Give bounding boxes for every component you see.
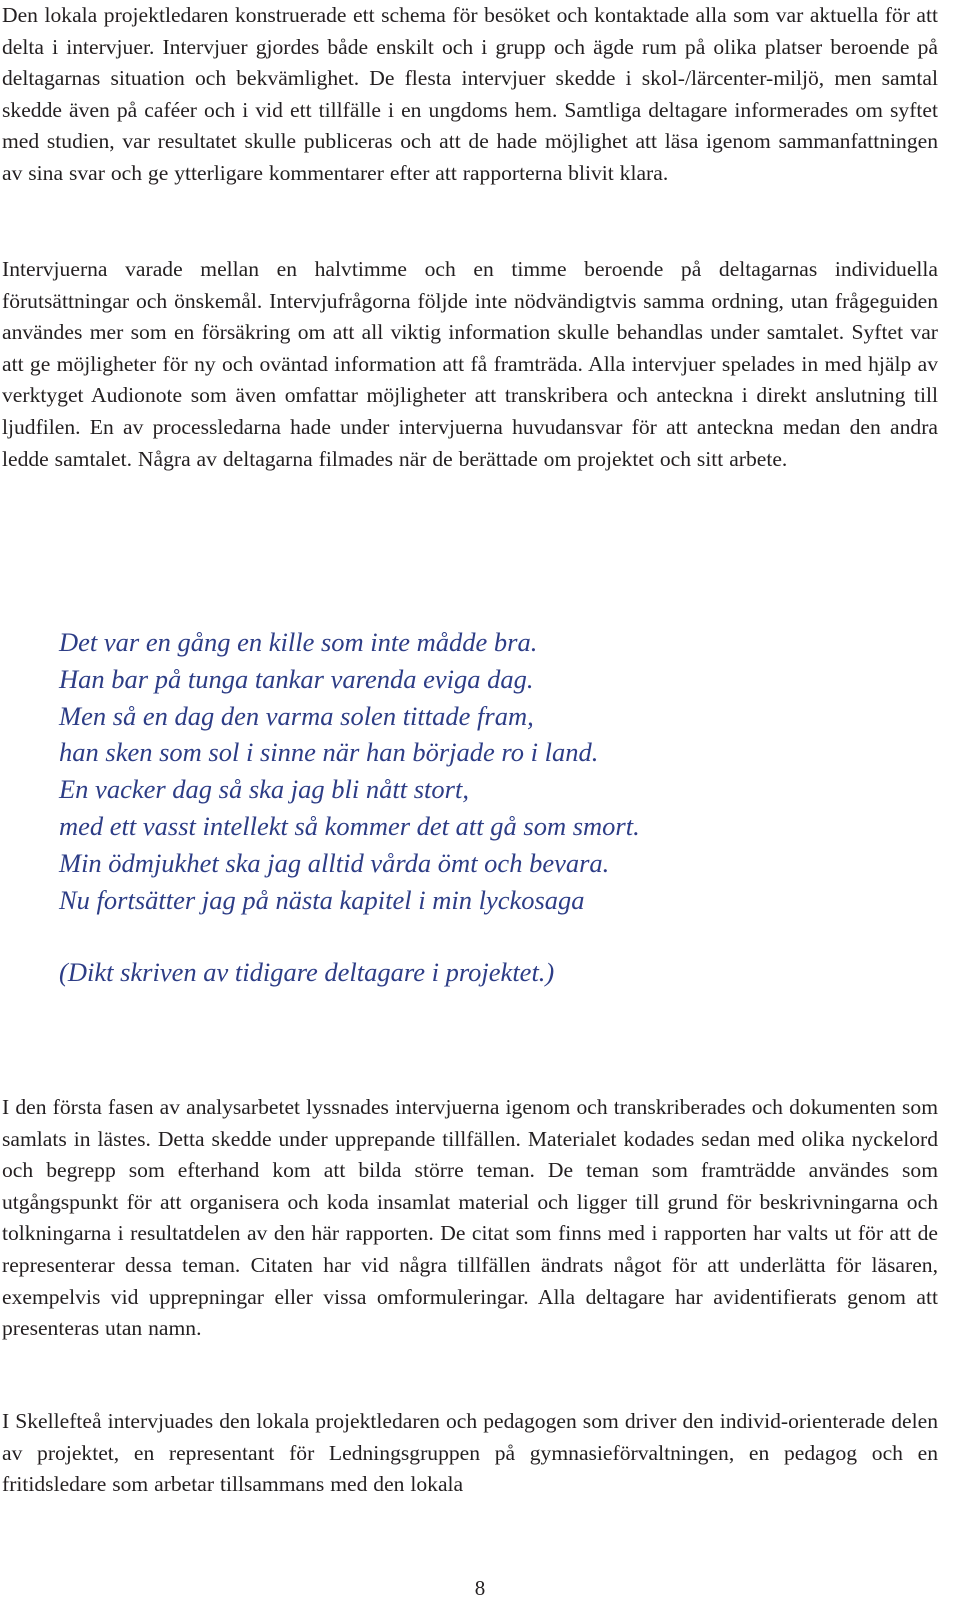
poem-line: Det var en gång en kille som inte mådde bra. [59, 627, 538, 657]
poem-attribution: (Dikt skriven av tidigare deltagare i projektet.) [59, 957, 555, 988]
poem-line: En vacker dag så ska jag bli nått stort, [59, 774, 469, 805]
poem-line: Han bar på tunga tankar varenda eviga dag. [59, 663, 534, 694]
poem-line: Nu fortsätter jag på nästa kapitel i min lyckosaga [59, 884, 585, 915]
poem-line: med ett vasst intellekt så kommer det att gå som smort. [59, 810, 640, 841]
body-paragraph: Den lokala projektledaren konstruerade ett schema för besöket och kontaktade alla som var aktuella för att delta i intervjuer. Intervjuer gjordes både enskilt och i grupp och ägde rum på olika platser beroende på deltagarnas situation och bekvämlighet. De flesta intervjuer skedde i skol-/lärcenter-miljö, men samtal skedde även på caféer och i vid ett tillfälle i en ungdoms hem. Samtliga deltagare informerades om syftet med studien, var resultatet skulle publiceras och att de hade möjlighet att läsa igenom sammanfattningen av sina svar och ge ytterligare kommentarer efter att rapporterna blivit klara. [2, 3, 938, 185]
poem-quote [59, 624, 819, 991]
poem-line: Min ödmjukhet ska jag alltid vårda ömt och bevara. [59, 847, 610, 878]
poem-line: han sken som sol i sinne när han började ro i land. [59, 737, 599, 768]
body-paragraph: Intervjuerna varade mellan en halvtimme och en timme beroende på deltagarnas individuella förutsättningar och önskemål. Intervjufrågorna följde inte nödvändigtvis samma ordning, utan frågeguiden användes mer som en försäkring om att all viktig information skulle behandlas under samtalet. Syftet var att ge möjligheter för ny och oväntad information att få framträda. Alla intervjuer spelades in med hjälp av verktyget Audionote som även omfattar möjligheter att transkribera och anteckna i direkt anslutning till ljudfilen. En av processledarna hade under intervjuerna huvudansvar för att anteckna medan den andra ledde samtalet. Några av deltagarna filmades när de berättade om projektet och sitt arbete. [2, 257, 938, 471]
poem-line: Men så en dag den varma solen tittade fram, [59, 700, 534, 731]
body-paragraph: I den första fasen av analysarbetet lyssnades intervjuerna igenom och transkriberades och dokumenten som samlats in lästes. Detta skedde under upprepande tillfällen. Materialet kodades sedan med olika nyckelord och begrepp som efterhand kom att bilda större teman. De teman som framträdde användes som utgångspunkt för att organisera och koda insamlat material och ligger till grund för beskrivningarna och tolkningarna i resultatdelen av den här rapporten. De citat som finns med i rapporten har valts ut för att de representerar dessa teman. Citaten har vid några tillfällen ändrats något för att underlätta för läsaren, exempelvis vid upprepningar eller vissa omformuleringar. Alla deltagare har avidentifierats genom att presenteras utan namn. [2, 1095, 938, 1341]
page-number: 8 [474, 1576, 486, 1600]
body-paragraph: I Skellefteå intervjuades den lokala projektledaren och pedagogen som driver den individ-orienterade delen av projektet, en representant för Ledningsgruppen på gymnasieförvaltningen, en pedagog och en fritidsledare som arbetar tillsammans med den lokala [2, 1409, 938, 1497]
